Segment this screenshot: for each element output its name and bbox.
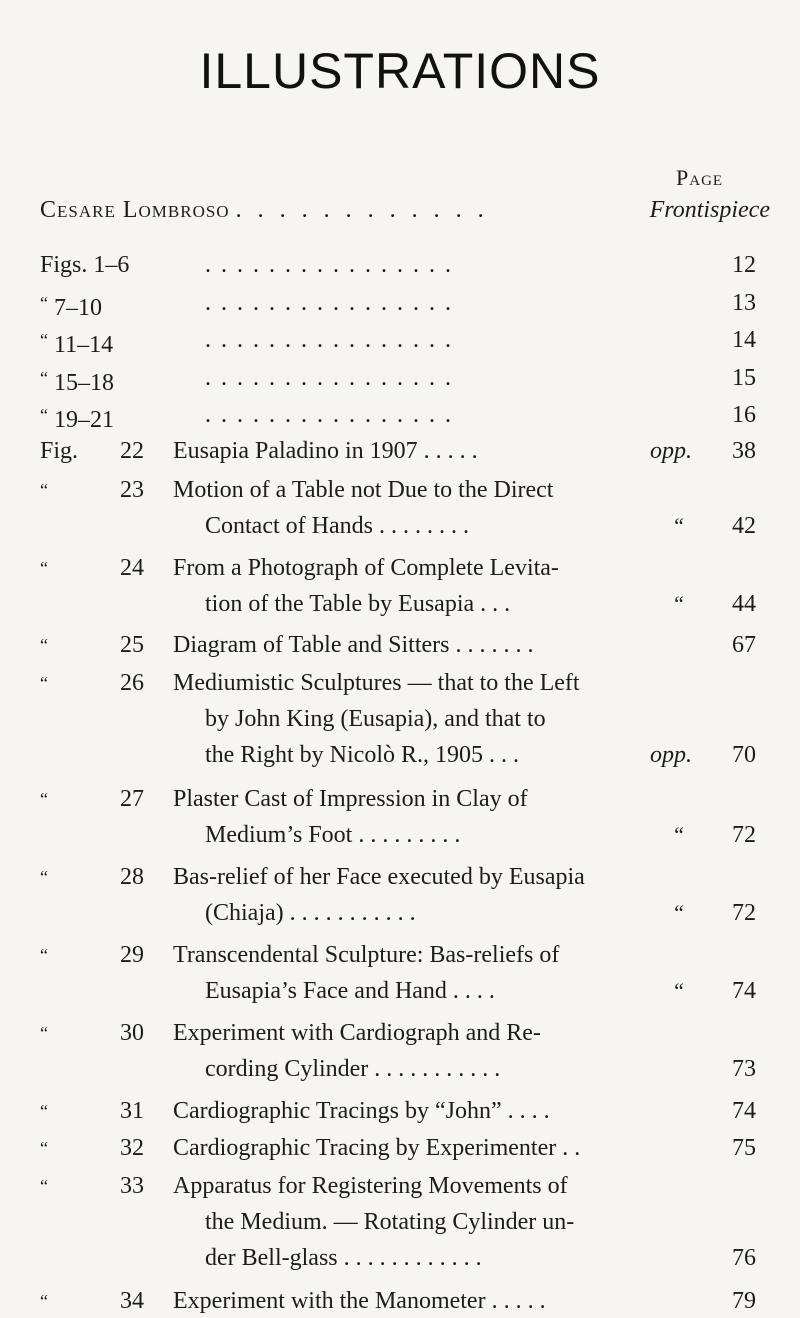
figure-prefix: “	[40, 1138, 48, 1158]
figure-title: Plaster Cast of Impression in Clay of	[173, 786, 528, 812]
figure-prefix: “	[40, 1176, 48, 1196]
figure-title: Experiment with the Manometer . . . . .	[173, 1288, 546, 1314]
page-number: 16	[732, 402, 756, 428]
figure-title: Transcendental Sculpture: Bas-reliefs of	[173, 942, 560, 968]
page-number: 15	[732, 365, 756, 391]
figure-prefix: “	[40, 1101, 48, 1121]
figure-number: 24	[120, 555, 144, 581]
figure-title: Eusapia’s Face and Hand . . . .	[205, 978, 495, 1004]
page-number: 75	[732, 1135, 756, 1161]
range-prefix: “	[40, 368, 48, 388]
figure-prefix: “	[40, 867, 48, 887]
page-number: 76	[732, 1245, 756, 1271]
figure-title: Eusapia Paladino in 1907 . . . . .	[173, 438, 478, 464]
page-number: 70	[732, 742, 756, 768]
figure-title: the Right by Nicolò R., 1905 . . .	[205, 742, 519, 768]
page-reference: “	[672, 900, 685, 925]
range-prefix: “	[40, 293, 48, 313]
page-number: 44	[732, 591, 756, 617]
range-numbers: 19–21	[54, 407, 114, 433]
figure-prefix: “	[40, 480, 48, 500]
figure-prefix: “	[40, 635, 48, 655]
page-reference: “	[672, 822, 685, 847]
range-label	[40, 398, 114, 437]
range-label	[40, 361, 114, 400]
range-label	[40, 323, 113, 362]
page-number: 13	[732, 290, 756, 316]
figure-prefix: “	[40, 558, 48, 578]
range-prefix: “	[40, 330, 48, 350]
page-number: 79	[732, 1288, 756, 1314]
frontispiece-dots: . . . . . . . . . . . .	[235, 197, 489, 223]
figure-number: 22	[120, 438, 144, 464]
figure-title: Apparatus for Registering Movements of	[173, 1173, 568, 1199]
figure-number: 32	[120, 1135, 144, 1161]
frontispiece-page: Frontispiece	[646, 197, 770, 224]
frontispiece-name: Cesare Lombroso	[40, 197, 230, 223]
frontispiece-entry	[40, 197, 770, 224]
page-reference: opp.	[650, 742, 692, 768]
page-number: 73	[732, 1056, 756, 1082]
figure-title: Bas-relief of her Face executed by Eusapia	[173, 864, 585, 890]
figure-prefix: Fig.	[40, 438, 79, 464]
figure-number: 30	[120, 1020, 144, 1046]
figure-title: cording Cylinder . . . . . . . . . . .	[205, 1056, 501, 1082]
leader-dots: ................	[205, 327, 461, 353]
range-numbers: 15–18	[54, 370, 114, 396]
figure-number: 25	[120, 632, 144, 658]
leader-dots: ................	[205, 402, 461, 428]
range-prefix: Figs.	[40, 252, 88, 278]
figure-title: (Chiaja) . . . . . . . . . . .	[205, 900, 416, 926]
figure-title: Medium’s Foot . . . . . . . . .	[205, 822, 461, 848]
figure-title: Diagram of Table and Sitters . . . . . . .	[173, 632, 534, 658]
figure-title: Cardiographic Tracing by Experimenter . .	[173, 1135, 581, 1161]
figure-number: 34	[120, 1288, 144, 1314]
figure-title: Motion of a Table not Due to the Direct	[173, 477, 554, 503]
figure-number: 23	[120, 477, 144, 503]
leader-dots: ................	[205, 252, 461, 278]
figure-number: 31	[120, 1098, 144, 1124]
page-title: ILLUSTRATIONS	[199, 43, 601, 99]
figure-title: the Medium. — Rotating Cylinder un-	[205, 1209, 575, 1235]
figure-prefix: “	[40, 789, 48, 809]
figure-number: 26	[120, 670, 144, 696]
figure-prefix: “	[40, 673, 48, 693]
page-number: 38	[732, 438, 756, 464]
page-number: 74	[732, 978, 756, 1004]
page-number: 72	[732, 822, 756, 848]
page-reference: opp.	[650, 438, 692, 464]
figure-prefix: “	[40, 945, 48, 965]
range-label	[40, 248, 129, 282]
page-number: 12	[732, 252, 756, 278]
page-number: 14	[732, 327, 756, 353]
figure-title: Experiment with Cardiograph and Re-	[173, 1020, 541, 1046]
leader-dots: ................	[205, 365, 461, 391]
figure-prefix: “	[40, 1291, 48, 1311]
page-number: 72	[732, 900, 756, 926]
figure-number: 29	[120, 942, 144, 968]
page-number: 67	[732, 632, 756, 658]
figure-prefix: “	[40, 1023, 48, 1043]
page-number: 42	[732, 513, 756, 539]
range-label	[40, 286, 102, 325]
page-number: 74	[732, 1098, 756, 1124]
range-prefix: “	[40, 405, 48, 425]
figure-number: 27	[120, 786, 144, 812]
range-numbers: 7–10	[54, 295, 102, 321]
leader-dots: ................	[205, 290, 461, 316]
figure-title: From a Photograph of Complete Levita-	[173, 555, 559, 581]
figure-number: 33	[120, 1173, 144, 1199]
page-column-header: Page	[676, 165, 724, 190]
figure-title: Mediumistic Sculptures — that to the Left	[173, 670, 580, 696]
range-numbers: 11–14	[54, 332, 114, 358]
figure-title: Cardiographic Tracings by “John” . . . .	[173, 1098, 550, 1124]
figure-title: by John King (Eusapia), and that to	[205, 706, 546, 732]
figure-title: tion of the Table by Eusapia . . .	[205, 591, 511, 617]
page-reference: “	[672, 591, 685, 616]
figure-number: 28	[120, 864, 144, 890]
range-numbers: 1–6	[93, 252, 130, 278]
page-reference: “	[672, 978, 685, 1003]
figure-title: Contact of Hands . . . . . . . .	[205, 513, 469, 539]
page-reference: “	[672, 513, 685, 538]
figure-title: der Bell-glass . . . . . . . . . . . .	[205, 1245, 482, 1271]
